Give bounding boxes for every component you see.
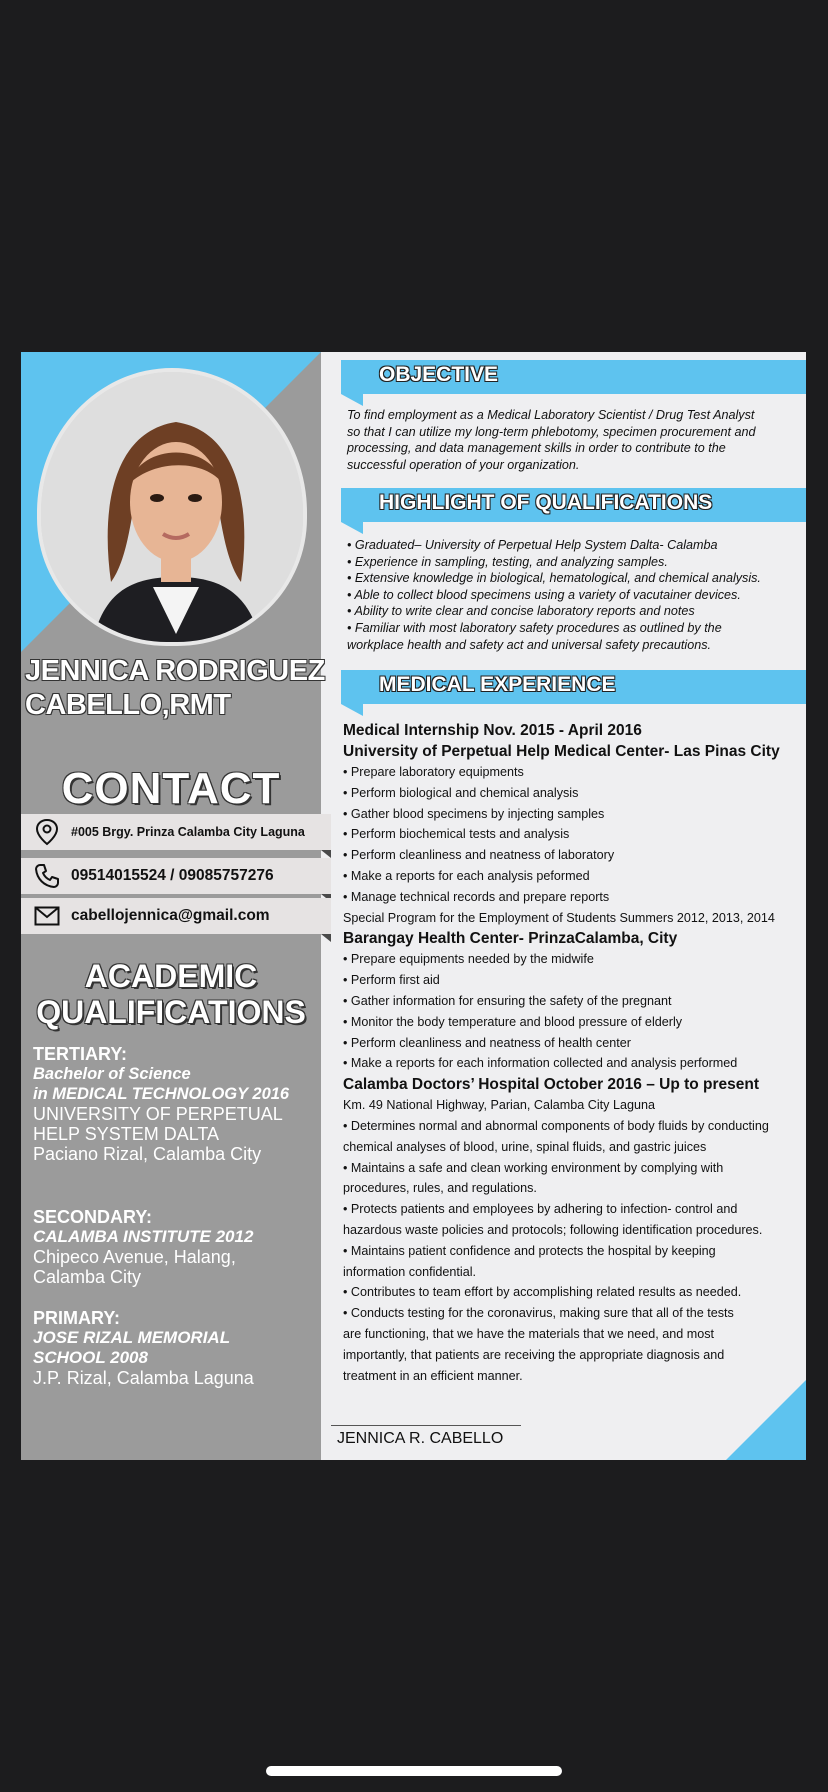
resume-document bbox=[21, 352, 806, 1460]
hospital-title: Calamba Doctors’ Hospital October 2016 – Up to present bbox=[343, 1076, 760, 1094]
secondary-location-line-1: Chipeco Avenue, Halang, bbox=[33, 1247, 236, 1267]
phone-icon bbox=[29, 858, 65, 894]
objective-text bbox=[347, 407, 797, 473]
objective-heading: OBJECTIVE bbox=[379, 363, 499, 386]
phone-row bbox=[21, 858, 331, 894]
duty-item: • Protects patients and employees by adhering to infection- control and bbox=[343, 1202, 738, 1217]
hospital-address: Km. 49 National Highway, Parian, Calamba City Laguna bbox=[343, 1098, 655, 1113]
duty-item: treatment in an efficient manner. bbox=[343, 1368, 523, 1383]
address-row bbox=[21, 814, 331, 850]
signature-line bbox=[331, 1425, 521, 1426]
main-content bbox=[321, 352, 806, 1460]
highlights-list bbox=[347, 537, 797, 653]
duty-item: • Monitor the body temperature and blood pressure of elderly bbox=[343, 1014, 683, 1029]
degree-line-1: Bachelor of Science bbox=[33, 1065, 191, 1083]
highlights-heading: HIGHLIGHT OF QUALIFICATIONS bbox=[379, 491, 713, 514]
duty-item: • Contributes to team effort by accomplishing related results as needed. bbox=[343, 1285, 742, 1300]
academic-heading-line-2: QUALIFICATIONS bbox=[36, 994, 306, 1030]
duty-item: • Make a reports for each information collected and analysis performed bbox=[343, 1056, 738, 1071]
experience-heading: MEDICAL EXPERIENCE bbox=[379, 673, 616, 696]
objective-line: successful operation of your organization. bbox=[347, 457, 580, 472]
duty-item: • Conducts testing for the coronavirus, making sure that all of the tests bbox=[343, 1306, 734, 1321]
duty-item: • Prepare laboratory equipments bbox=[343, 765, 524, 779]
secondary-school: CALAMBA INSTITUTE 2012 bbox=[33, 1227, 254, 1246]
duty-item: procedures, rules, and regulations. bbox=[343, 1181, 537, 1196]
corner-accent-bottom bbox=[726, 1380, 806, 1460]
tertiary-school-line-2: HELP SYSTEM DALTA bbox=[33, 1124, 220, 1144]
barangay-title: Barangay Health Center- PrinzaCalamba, City bbox=[343, 930, 678, 948]
duty-item: are functioning, that we have the materials that we need, and most bbox=[343, 1326, 715, 1341]
highlight-item: • Graduated– University of Perpetual Help System Dalta- Calamba bbox=[347, 538, 718, 552]
objective-band bbox=[341, 360, 806, 394]
highlight-item: • Extensive knowledge in biological, hematological, and chemical analysis. bbox=[347, 571, 761, 586]
highlights-band bbox=[341, 488, 806, 522]
band-notch bbox=[341, 522, 363, 534]
tertiary-location: Paciano Rizal, Calamba City bbox=[33, 1144, 262, 1164]
degree-line-2: in MEDICAL TECHNOLOGY 2016 bbox=[33, 1085, 290, 1103]
name-line-2: CABELLO,RMT bbox=[25, 689, 231, 721]
duty-item: information confidential. bbox=[343, 1264, 477, 1279]
highlight-item: • Ability to write clear and concise laboratory reports and notes bbox=[347, 604, 695, 619]
band-notch bbox=[341, 394, 363, 406]
duty-item: • Perform biochemical tests and analysis bbox=[343, 827, 570, 842]
duty-item: • Perform cleanliness and neatness of health center bbox=[343, 1035, 631, 1050]
objective-line: so that I can utilize my long-term phlebotomy, specimen procurement and bbox=[347, 424, 756, 439]
primary-block bbox=[33, 1308, 254, 1388]
duty-item: • Gather blood specimens by injecting samples bbox=[343, 806, 605, 821]
tertiary-block bbox=[33, 1044, 289, 1164]
sidebar bbox=[21, 352, 325, 1460]
highlight-item: workplace health and safety act and universal safety precautions. bbox=[347, 637, 712, 652]
highlight-item: • Able to collect blood specimens using a variety of vacutainer devices. bbox=[347, 587, 741, 602]
name-line-1: JENNICA RODRIGUEZ bbox=[25, 655, 325, 687]
internship-title: Medical Internship Nov. 2015 - April 2016 bbox=[343, 722, 642, 739]
band-notch bbox=[341, 704, 363, 716]
phone-text: 09514015524 / 09085757276 bbox=[71, 867, 274, 884]
home-indicator[interactable] bbox=[266, 1766, 562, 1776]
envelope-icon bbox=[29, 898, 65, 934]
duty-item: • Perform biological and chemical analysis bbox=[343, 785, 579, 800]
duty-item: • Gather information for ensuring the safety of the pregnant bbox=[343, 993, 672, 1008]
highlight-item: • Familiar with most laboratory safety procedures as outlined by the bbox=[347, 620, 722, 635]
primary-school-line-1: JOSE RIZAL MEMORIAL bbox=[33, 1328, 231, 1347]
email-row bbox=[21, 898, 331, 934]
duty-item: • Make a reports for each analysis peformed bbox=[343, 868, 590, 883]
secondary-block bbox=[33, 1207, 253, 1287]
duty-item: • Perform cleanliness and neatness of laboratory bbox=[343, 848, 615, 863]
primary-school-line-2: SCHOOL 2008 bbox=[33, 1348, 148, 1367]
academic-heading-line-1: ACADEMIC bbox=[84, 958, 258, 994]
special-program: Special Program for the Employment of Students Summers 2012, 2013, 2014 bbox=[343, 910, 775, 925]
location-pin-icon bbox=[29, 814, 65, 850]
email-text: cabellojennica@gmail.com bbox=[71, 907, 270, 924]
address-text: #005 Brgy. Prinza Calamba City Laguna bbox=[71, 825, 305, 839]
profile-photo bbox=[37, 368, 307, 646]
academic-heading bbox=[21, 958, 321, 1030]
duty-item: • Maintains a safe and clean working environment by complying with bbox=[343, 1160, 724, 1175]
tertiary-heading: TERTIARY: bbox=[33, 1044, 127, 1064]
objective-line: processing, and data management skills in order to contribute to the bbox=[347, 441, 726, 456]
experience-band bbox=[341, 670, 806, 704]
primary-location: J.P. Rizal, Calamba Laguna bbox=[33, 1368, 254, 1388]
secondary-location-line-2: Calamba City bbox=[33, 1267, 142, 1287]
secondary-heading: SECONDARY: bbox=[33, 1207, 153, 1227]
contact-heading: CONTACT bbox=[61, 764, 281, 813]
candidate-name bbox=[25, 654, 325, 722]
duty-item: hazardous waste policies and protocols; following identification procedures. bbox=[343, 1222, 763, 1237]
internship-place: University of Perpetual Help Medical Center- Las Pinas City bbox=[343, 743, 780, 760]
duty-item: chemical analyses of blood, urine, spinal fluids, and gastric juices bbox=[343, 1139, 707, 1154]
duty-item: • Determines normal and abnormal components of body fluids by conducting bbox=[343, 1118, 769, 1133]
duty-item: importantly, that patients are receiving the appropriate diagnosis and bbox=[343, 1347, 725, 1362]
duty-item: • Perform first aid bbox=[343, 973, 440, 988]
duty-item: • Manage technical records and prepare reports bbox=[343, 889, 610, 904]
tertiary-school-line-1: UNIVERSITY OF PERPETUAL bbox=[33, 1104, 283, 1124]
objective-line: To find employment as a Medical Laboratory Scientist / Drug Test Analyst bbox=[347, 408, 755, 422]
primary-heading: PRIMARY: bbox=[33, 1308, 120, 1328]
duty-item: • Prepare equipments needed by the midwife bbox=[343, 952, 594, 967]
highlight-item: • Experience in sampling, testing, and analyzing samples. bbox=[347, 554, 668, 569]
experience-section bbox=[343, 720, 803, 1386]
duty-item: • Maintains patient confidence and protects the hospital by keeping bbox=[343, 1243, 716, 1258]
signature-name: JENNICA R. CABELLO bbox=[337, 1430, 504, 1447]
